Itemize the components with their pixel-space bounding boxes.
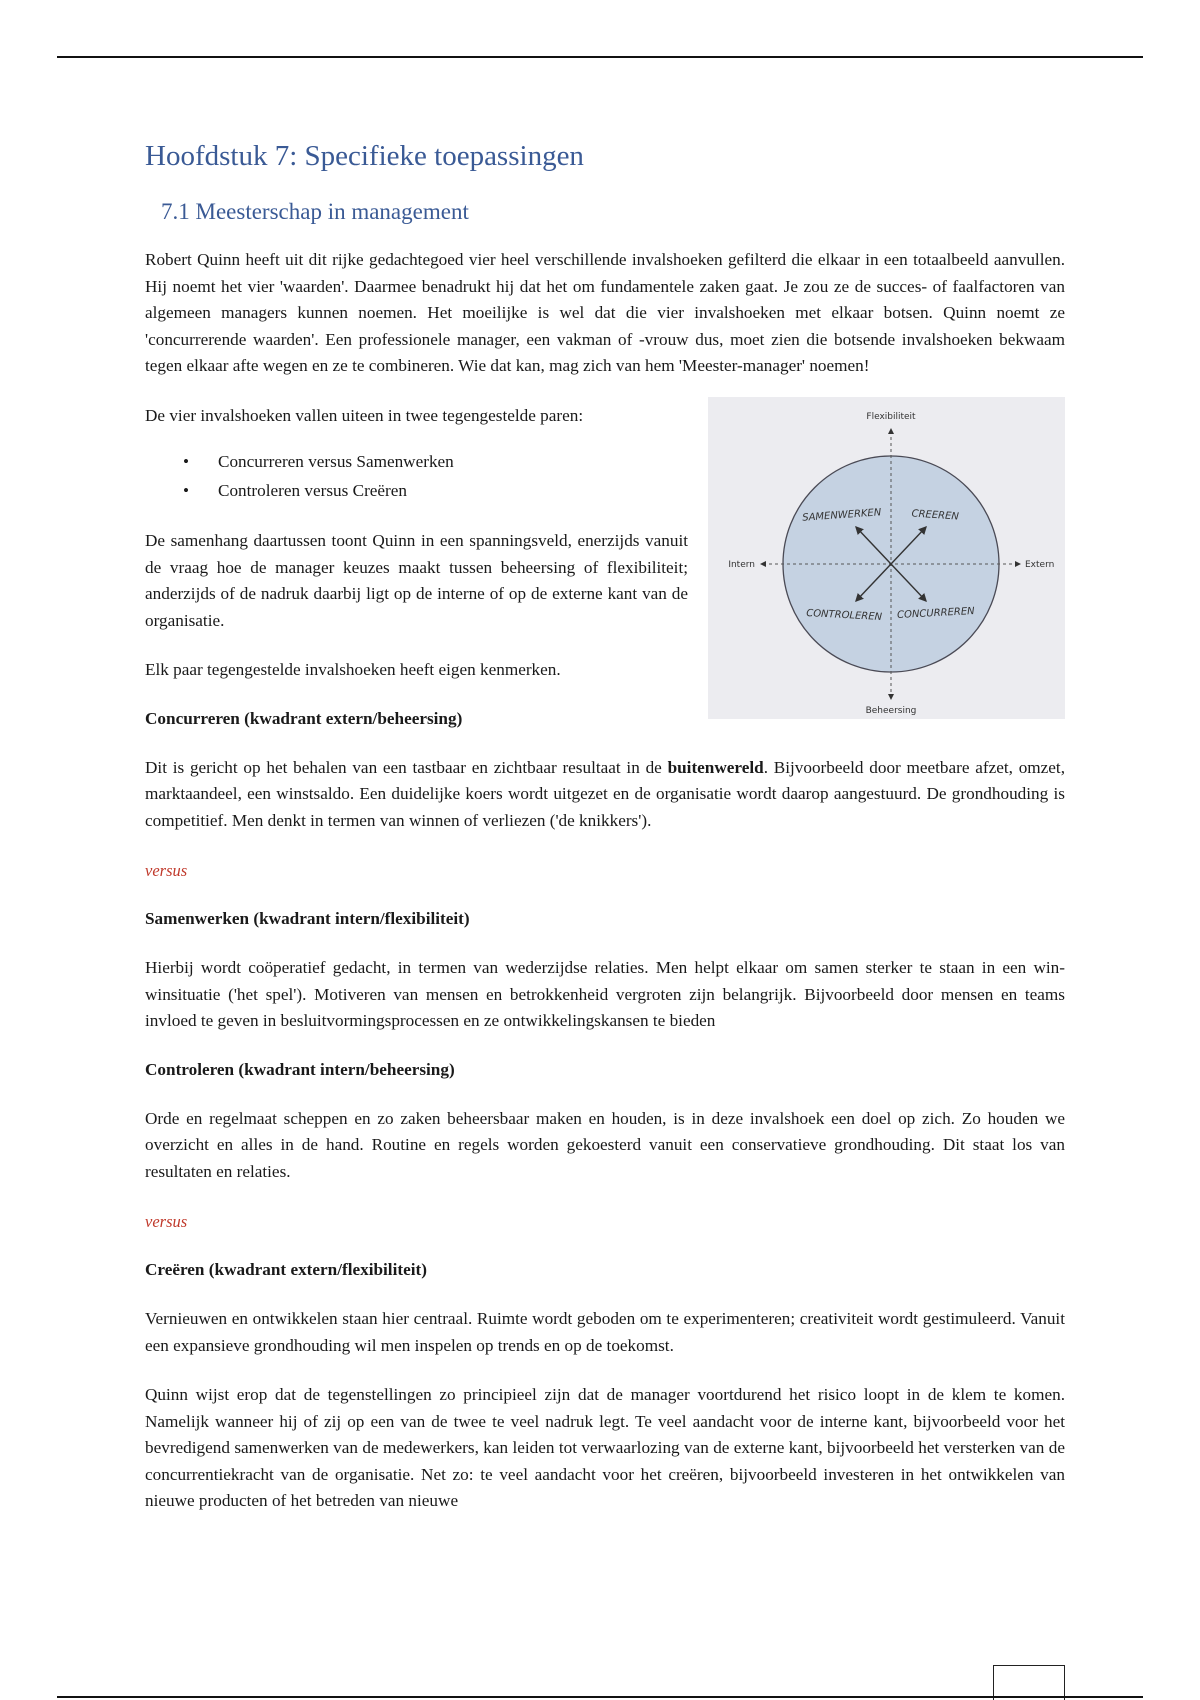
intro-paragraph: Robert Quinn heeft uit dit rijke gedachtegoed vier heel verschillende invalshoeken gefilterd die elkaar in een totaalbeeld aanvullen. Hij noemt het vier 'waarden'. Daarmee benadrukt hij dat het om fundamentele zaken gaat. Je zou ze de succes- of faalfactoren van algemeen managers kunnen noemen. Het moeilijke is wel dat die vier invalshoeken met elkaar botsen. Quinn noemt ze 'concurrerende waarden'. Een professionele manager, een vakman of -vrouw dus, moet zien die botsende invalshoeken bekwaam tegen elkaar afte wegen en ze te combineren. Wie dat kan, mag zich van hem 'Meester-manager' noemen! <box>145 250 1065 375</box>
pairs-list <box>145 447 688 505</box>
chapter-title: Hoofdstuk 7: Specifieke toepassingen <box>145 140 584 172</box>
paragraph-controleren: Orde en regelmaat scheppen en zo zaken beheersbaar maken en houden, is in deze invalshoek een doel op zich. Zo houden we overzicht en alles in de hand. Routine en regels worden gekoesterd vanuit een conservatieve grondhouding. Dit staat los van resultaten en relaties. <box>145 1108 1065 1181</box>
versus-label: versus <box>145 861 188 880</box>
quadrant-controleren: CONTROLEREN <box>805 607 883 623</box>
label-flexibiliteit: Flexibiliteit <box>866 411 916 422</box>
axis-arrow-left-icon <box>760 561 766 567</box>
quadrant-samenwerken: SAMENWERKEN <box>801 506 882 524</box>
axis-arrow-down-icon <box>888 694 894 700</box>
axis-arrow-right-icon <box>1015 561 1021 567</box>
pairs-intro: De vier invalshoeken vallen uiteen in twee tegengestelde paren: <box>145 405 584 425</box>
page-number-box <box>993 1665 1065 1700</box>
heading-creeren: Creëren (kwadrant extern/flexibiliteit) <box>145 1260 427 1279</box>
section-title: 7.1 Meesterschap in management <box>161 199 469 224</box>
heading-concurreren: Concurreren (kwadrant extern/beheersing) <box>145 708 463 728</box>
quadrant-creeren: CREEREN <box>911 507 960 523</box>
label-intern: Intern <box>728 559 755 570</box>
competing-values-diagram <box>708 397 1065 719</box>
tension-paragraph: De samenhang daartussen toont Quinn in een spanningsveld, enerzijds vanuit de vraag hoe de manager keuzes maakt tussen beheersing of flexibiliteit; anderzijds of de nadruk daarbij ligt op de interne of op de externe kant van de organisatie. <box>145 531 688 630</box>
label-beheersing: Beheersing <box>865 705 917 716</box>
diagram-svg <box>708 397 1065 719</box>
closing-paragraph: Quinn wijst erop dat de tegenstellingen zo principieel zijn dat de manager voortdurend het risico loopt in de klem te komen. Namelijk wanneer hij of zij op een van de twee te veel nadruk legt. Te veel aandacht voor de interne kant, bijvoorbeeld voor het bevredigend samenwerken van de medewerkers, kan leiden tot verwaarlozing van de externe kant, bijvoorbeeld het versterken van de concurrentiekracht van de organisatie. Net zo: te veel aandacht voor het creëren, bijvoorbeeld investeren in het ontwikkelen van nieuwe producten of het betreden van nieuwe <box>145 1385 1065 1510</box>
list-item: • Concurreren versus Samenwerken <box>145 447 688 476</box>
heading-samenwerken: Samenwerken (kwadrant intern/flexibiliteit) <box>145 909 470 928</box>
pairs-block <box>145 403 1065 716</box>
concurreren-bold-term: buitenwereld <box>667 757 764 777</box>
characteristics-paragraph: Elk paar tegengestelde invalshoeken heeft eigen kenmerken. <box>145 660 561 679</box>
concurreren-text-end: . Bijvoorbeeld door meetbare afzet, omzet, marktaandeel, een winstsaldo. Een duidelijke koers wordt uitgezet en de organisatie wordt daarop aangestuurd. De grondhouding is competitief. Men denkt in termen van winnen of verliezen ('de knikkers'). <box>145 757 1066 830</box>
paragraph-samenwerken: Hierbij wordt coöperatief gedacht, in termen van wederzijdse relaties. Men helpt elkaar om samen sterker te staan in een win-winsituatie ('het spel'). Motiveren van mensen en betrokkenheid vergroten zijn belangrijk. Bijvoorbeeld door mensen en teams invloed te geven in besluitvormingsprocessen en ze ontwikkelingskansen te bieden <box>145 958 1065 1030</box>
pairs-text-column <box>145 403 688 684</box>
heading-controleren: Controleren (kwadrant intern/beheersing) <box>145 1059 455 1079</box>
axis-arrow-up-icon <box>888 428 894 434</box>
list-item: • Controleren versus Creëren <box>145 476 688 505</box>
header-rule <box>57 56 1143 58</box>
paragraph-creeren: Vernieuwen en ontwikkelen staan hier centraal. Ruimte wordt geboden om te experimenteren; creativiteit wordt gestimuleerd. Vanuit een expansieve grondhouding wil men inspelen op trends en op de toekomst. <box>145 1309 1065 1355</box>
quadrant-concurreren: CONCURREREN <box>896 605 975 621</box>
paragraph-concurreren <box>145 755 1065 835</box>
concurreren-text-start: Dit is gericht op het behalen van een tastbaar en zichtbaar resultaat in de <box>145 757 668 777</box>
label-extern: Extern <box>1025 559 1055 570</box>
page-content <box>145 140 1065 1515</box>
footer-rule <box>57 1696 1143 1698</box>
versus-label: versus <box>145 1212 188 1231</box>
